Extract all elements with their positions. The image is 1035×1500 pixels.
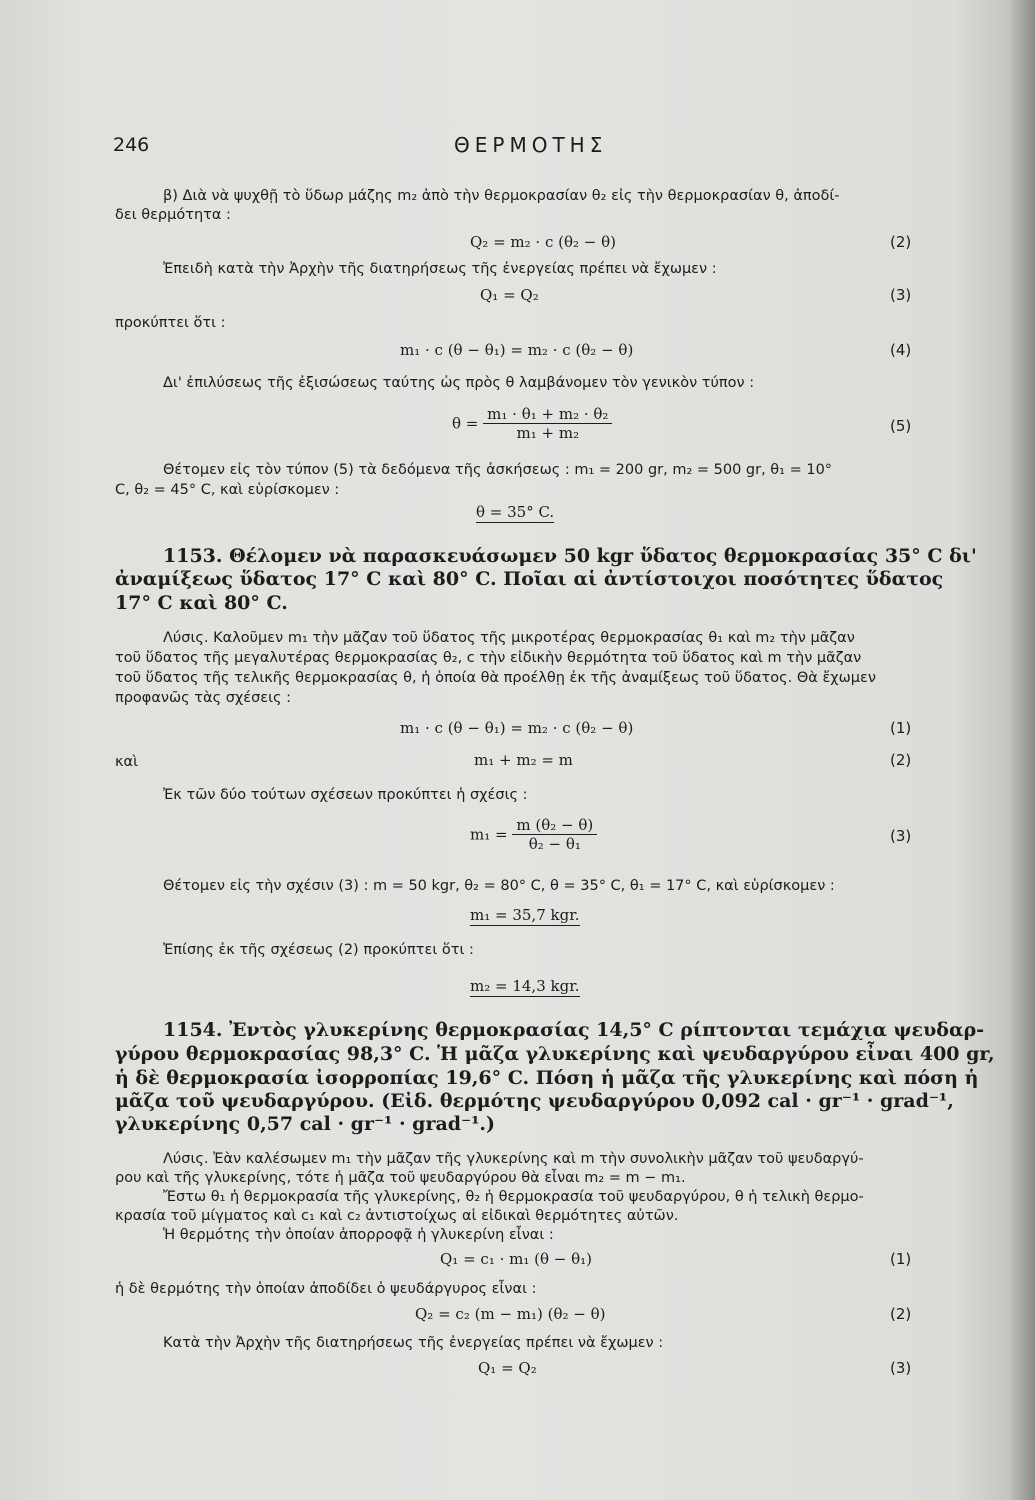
- equation: m₁ · c (θ − θ₁) = m₂ · c (θ₂ − θ): [400, 341, 634, 359]
- equation: Q₁ = Q₂: [478, 1359, 537, 1377]
- result-value: m₂ = 14,3 kgr.: [470, 977, 580, 995]
- problem-statement-line: γλυκερίνης 0,57 cal · gr⁻¹ · grad⁻¹.): [115, 1113, 496, 1135]
- text-line: ρου καὶ τῆς γλυκερίνης, τότε ἡ μᾶζα τοῦ ψευδαργύρου θὰ εἶναι m₂ = m − m₁.: [115, 1170, 686, 1186]
- equation-number: (4): [890, 341, 912, 359]
- text-line: κρασία τοῦ μίγματος καὶ c₁ καὶ c₂ ἀντιστοίχως αἱ εἰδικαὶ θερμότητες αὐτῶν.: [115, 1208, 679, 1224]
- equation-number: (2): [890, 1305, 912, 1323]
- text-line: δει θερμότητα :: [115, 207, 231, 223]
- result: [470, 906, 580, 924]
- problem-statement-line: 1153. Θέλομεν νὰ παρασκευάσωμεν 50 kgr ὕδατος θερμοκρασίας 35° C δι': [163, 545, 977, 567]
- page-number: 246: [113, 134, 150, 156]
- result-value: m₁ = 35,7 kgr.: [470, 906, 580, 924]
- equation-number: (1): [890, 719, 912, 737]
- fraction-denominator: θ₂ − θ₁: [528, 835, 581, 853]
- text-line: ἡ δὲ θερμότης τὴν ὁποίαν ἀποδίδει ὁ ψευδάργυρος εἶναι :: [115, 1281, 537, 1297]
- text-line: C, θ₂ = 45° C, καὶ εὑρίσκομεν :: [115, 482, 340, 498]
- text-line: Ἐπίσης ἐκ τῆς σχέσεως (2) προκύπτει ὅτι :: [163, 942, 474, 958]
- result-value: θ = 35° C.: [476, 503, 555, 521]
- equation-number: (3): [890, 286, 912, 304]
- text-line: Θέτομεν εἰς τὴν σχέσιν (3) : m = 50 kgr, θ₂ = 80° C, θ = 35° C, θ₁ = 17° C, καὶ εὑρίσκομεν :: [163, 878, 835, 894]
- problem-statement-line: ἡ δὲ θερμοκρασία ἰσορροπίας 19,6° C. Πόση ἡ μᾶζα τῆς γλυκερίνης καὶ πόση ἡ: [115, 1067, 979, 1089]
- fraction-numerator: m₁ · θ₁ + m₂ · θ₂: [483, 405, 612, 424]
- text-line: προφανῶς τὰς σχέσεις :: [115, 690, 292, 706]
- page-spine-shadow: [1009, 0, 1035, 1500]
- problem-statement-line: 1154. Ἐντὸς γλυκερίνης θερμοκρασίας 14,5° C ρίπτονται τεμάχια ψευδαρ-: [163, 1019, 985, 1041]
- fraction-numerator: m (θ₂ − θ): [512, 816, 597, 835]
- text-line: Κατὰ τὴν Ἀρχὴν τῆς διατηρήσεως τῆς ἐνεργείας πρέπει νὰ ἔχωμεν :: [163, 1335, 664, 1351]
- equation: m₁ · c (θ − θ₁) = m₂ · c (θ₂ − θ): [400, 719, 634, 737]
- equation-number: (1): [890, 1250, 912, 1268]
- text-line: Θέτομεν εἰς τὸν τύπον (5) τὰ δεδόμενα τῆς ἀσκήσεως : m₁ = 200 gr, m₂ = 500 gr, θ₁ = 10°: [163, 462, 833, 478]
- equation-number: (3): [890, 1359, 912, 1377]
- fraction-equation: [452, 405, 612, 442]
- text-line: προκύπτει ὅτι :: [115, 315, 226, 331]
- text-line: Λύσις. Καλοῦμεν m₁ τὴν μᾶζαν τοῦ ὕδατος τῆς μικροτέρας θερμοκρασίας θ₁ καὶ m₂ τὴν μᾶζαν: [163, 630, 855, 646]
- equation-number: (3): [890, 827, 912, 845]
- text-line: τοῦ ὕδατος τῆς τελικῆς θερμοκρασίας θ, ἡ ὁποία θὰ προέλθῃ ἐκ τῆς ἀναμίξεως τοῦ ὕδατος. Θὰ ἔχωμεν: [115, 670, 876, 686]
- equation: Q₂ = m₂ · c (θ₂ − θ): [470, 233, 617, 251]
- fraction-lhs: θ =: [452, 414, 479, 433]
- text-line: Δι' ἐπιλύσεως τῆς ἐξισώσεως ταύτης ὡς πρὸς θ λαμβάνομεν τὸν γενικὸν τύπον :: [163, 375, 755, 391]
- equation: Q₂ = c₂ (m − m₁) (θ₂ − θ): [415, 1305, 606, 1323]
- running-title: ΘΕΡΜΟΤΗΣ: [454, 133, 608, 157]
- equation: Q₁ = Q₂: [480, 286, 539, 304]
- equation-number: (2): [890, 233, 912, 251]
- result: [476, 503, 554, 521]
- result: [470, 977, 580, 995]
- fraction-denominator: m₁ + m₂: [516, 424, 580, 442]
- text-line: Ἐκ τῶν δύο τούτων σχέσεων προκύπτει ἡ σχέσις :: [163, 787, 528, 803]
- fraction-lhs: m₁ =: [470, 825, 508, 844]
- fraction: [483, 405, 612, 442]
- problem-statement-line: ἀναμίξεως ὕδατος 17° C καὶ 80° C. Ποῖαι αἱ ἀντίστοιχοι ποσότητες ὕδατος: [115, 568, 944, 590]
- problem-statement-line: μᾶζα τοῦ ψευδαργύρου. (Εἰδ. θερμότης ψευδαργύρου 0,092 cal · gr⁻¹ · grad⁻¹,: [115, 1090, 954, 1112]
- text-line: καὶ: [115, 754, 139, 770]
- fraction: [512, 816, 597, 853]
- equation-number: (2): [890, 751, 912, 769]
- equation-number: (5): [890, 417, 912, 435]
- text-line: Ἔστω θ₁ ἡ θερμοκρασία τῆς γλυκερίνης, θ₂ ἡ θερμοκρασία τοῦ ψευδαργύρου, θ ἡ τελικὴ θερμο-: [163, 1189, 864, 1205]
- fraction-equation: [470, 816, 597, 853]
- text-line: Λύσις. Ἐὰν καλέσωμεν m₁ τὴν μᾶζαν τῆς γλυκερίνης καὶ m τὴν συνολικὴν μᾶζαν τοῦ ψευδαργύ-: [163, 1151, 864, 1167]
- text-line: Ἐπειδὴ κατὰ τὴν Ἀρχὴν τῆς διατηρήσεως τῆς ἐνεργείας πρέπει νὰ ἔχωμεν :: [163, 261, 717, 277]
- text-line: β) Διὰ νὰ ψυχθῇ τὸ ὕδωρ μάζης m₂ ἀπὸ τὴν θερμοκρασίαν θ₂ εἰς τὴν θερμοκρασίαν θ, ἀποδί-: [163, 188, 840, 204]
- equation: m₁ + m₂ = m: [474, 751, 573, 769]
- equation: Q₁ = c₁ · m₁ (θ − θ₁): [440, 1250, 593, 1268]
- problem-statement-line: γύρου θερμοκρασίας 98,3° C. Ἡ μᾶζα γλυκερίνης καὶ ψευδαργύρου εἶναι 400 gr,: [115, 1043, 995, 1065]
- text-line: τοῦ ὕδατος τῆς μεγαλυτέρας θερμοκρασίας θ₂, c τὴν εἰδικὴν θερμότητα τοῦ ὕδατος καὶ m τὴν μᾶζαν: [115, 650, 862, 666]
- text-line: Ἡ θερμότης τὴν ὁποίαν ἀπορροφᾷ ἡ γλυκερίνη εἶναι :: [163, 1227, 554, 1243]
- problem-statement-line: 17° C καὶ 80° C.: [115, 592, 288, 614]
